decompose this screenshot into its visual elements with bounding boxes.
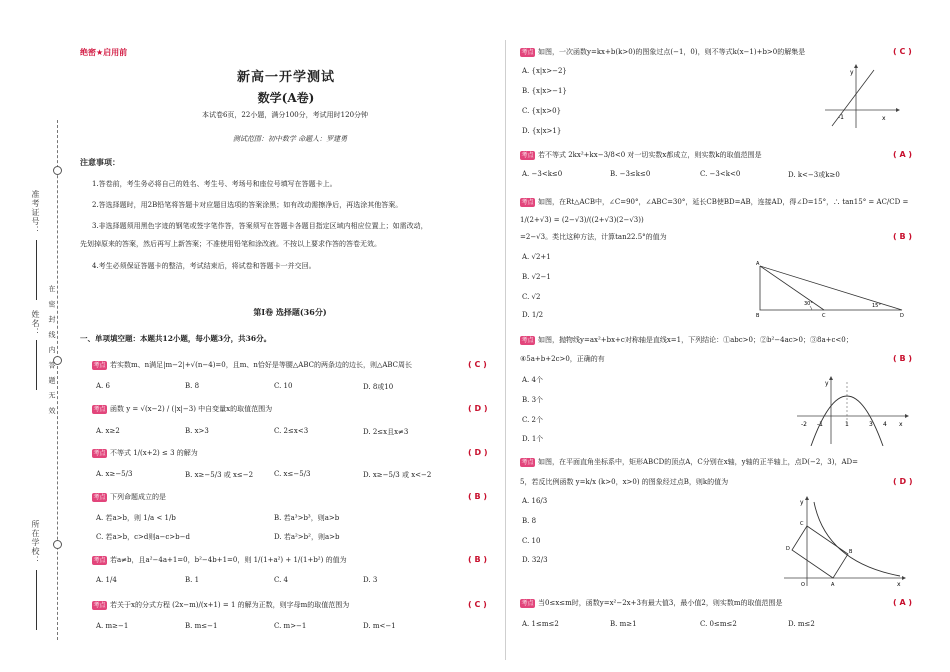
question-text: 如图，抛物线y=ax²+bx+c对称轴是直线x=1，下列结论：①abc>0；②b²−4ac>0；③8a+c<0； — [538, 336, 853, 344]
exam-subtitle: 数学(A卷) — [257, 91, 315, 105]
option: B. m≤−1 — [185, 622, 218, 630]
question — [92, 600, 492, 618]
question-text: 若不等式 2kx²+kx−3/8<0 对一切实数x都成立，则实数k的取值范围是 — [538, 151, 762, 159]
vertex-label: C — [800, 521, 804, 527]
option: B. √2−1 — [522, 273, 551, 281]
option: D. x≥−5/3 或 x<−2 — [363, 471, 432, 479]
option: D. 8或10 — [363, 383, 394, 391]
question-tag: 考点3 — [93, 449, 106, 466]
option: B. 8 — [185, 382, 200, 390]
axis-label: x — [897, 581, 901, 588]
option: B. x≥−5/3 或 x≤−2 — [185, 471, 254, 479]
option: A. 4个 — [522, 376, 543, 384]
option: B. 若a³>b³，则a>b — [274, 514, 340, 522]
vertex-label: B — [849, 549, 853, 555]
question-text: 如图，在Rt△ACB中，∠C=90°，∠ABC=30°，延长CB使BD=AB，连接AD，得∠D=15°，∴ tan15° = AC/CD = 1/(2+√3) = (2−√3)/((2+√3)(2−√3)) — [520, 198, 909, 224]
question-tag: 考点11 — [521, 458, 534, 475]
school-line — [36, 570, 37, 630]
question-tag: 考点8 — [521, 151, 534, 168]
option: A. x≥−5/3 — [96, 470, 133, 478]
option: C. {x|x>0} — [522, 107, 562, 115]
option: A. 若a>b，则 1/a < 1/b — [96, 514, 176, 522]
part-title: 第Ⅰ卷 选择题(36分) — [253, 307, 327, 317]
question-text: 若实数m、n满足|m−2|+√(n−4)=0，且m、n恰好是等腰△ABC的两条边的边长，则△ABC周长 — [110, 361, 413, 369]
option: A. {x|x>−2} — [522, 67, 567, 75]
option: D. 1/2 — [522, 311, 544, 319]
option: A. 1/4 — [96, 576, 117, 584]
question-text: 不等式 1/(x+2) ≤ 3 的解为 — [110, 449, 198, 457]
question-text: 若a≠b，且a²−4a+1=0，b²−4b+1=0，则 1/(1+a²) + 1/(1+b²) 的值为 — [110, 556, 347, 564]
exam-scope: 测试范围：初中数学 命题人：罗建勇 — [232, 135, 348, 143]
question — [92, 360, 492, 378]
option: C. √2 — [522, 293, 541, 301]
answer: ( D ) — [468, 404, 488, 413]
option: C. 2≤x<3 — [274, 427, 309, 435]
vertex-label: A — [831, 582, 835, 588]
option: A. −3<k≤0 — [522, 170, 563, 178]
option: A. m≥−1 — [96, 622, 129, 630]
option: A. x≥2 — [96, 427, 120, 435]
axis-label: x — [882, 115, 886, 122]
option: C. 若a>b，c>d则a−c>b−d — [96, 533, 190, 541]
notice-title: 注意事项： — [80, 158, 120, 167]
tick-label: -1 — [817, 421, 823, 428]
option: D. 3 — [363, 576, 378, 584]
vertex-label: D — [900, 313, 904, 318]
tick-label: -2 — [801, 421, 807, 428]
answer: ( C ) — [468, 360, 487, 369]
option: B. 3个 — [522, 396, 544, 404]
tick-label: 4 — [883, 421, 887, 428]
notice-item: 3.非选择题须用黑色字迹的钢笔或签字笔作答，答案须写在答题卡各题目指定区域内相应位置上；如需改动， — [92, 222, 428, 230]
question-text: 函数 y = √(x−2) / (|x|−3) 中自变量x的取值范围为 — [110, 405, 273, 413]
answer: ( A ) — [893, 150, 913, 159]
school-label: 所在学校： — [31, 520, 40, 565]
question-tag: 考点1 — [93, 361, 106, 378]
question-tag: 考点12 — [521, 599, 534, 616]
answer: ( C ) — [893, 47, 912, 56]
question-text-cont: 5，若反比例函数 y=k/x (k>0，x>0) 的图象经过点B，则k的值为 — [520, 478, 729, 486]
axis-label: y — [850, 69, 854, 76]
option: B. {x|x>−1} — [522, 87, 567, 95]
angle-label: 30° — [804, 301, 813, 307]
notice-item: 先划掉原来的答案，然后再写上新答案；不准使用铅笔和涂改液。不按以上要求作答的答卷无效。 — [80, 240, 381, 248]
axis-label: x — [899, 421, 903, 428]
tick-label: 3 — [869, 421, 873, 428]
binding-strip — [0, 0, 70, 672]
binding-hole — [53, 166, 62, 175]
answer: ( B ) — [893, 232, 912, 241]
question-tag: 考点4 — [93, 493, 106, 510]
question-text: 如图，一次函数y=kx+b(k>0)的图象过点(−1，0)，则不等式k(x−1)+b>0的解集是 — [538, 48, 806, 56]
answer: ( B ) — [893, 354, 912, 363]
name-line — [36, 340, 37, 390]
question-tag: 考点9 — [521, 198, 534, 215]
option: C. 4 — [274, 576, 289, 584]
option: A. 16/3 — [522, 497, 548, 505]
vertex-label: D — [786, 546, 790, 552]
question — [92, 492, 492, 510]
answer: ( C ) — [468, 600, 487, 609]
option: A. 6 — [96, 382, 110, 390]
question-text: 当0≤x≤m时，函数y=x²−2x+3有最大值3，最小值2，则实数m的取值范围是 — [538, 599, 783, 607]
option: D. 2≤x且x≠3 — [363, 428, 409, 436]
option: D. m<−1 — [363, 622, 396, 630]
option: D. 若a²>b²，则a>b — [274, 533, 340, 541]
answer: ( D ) — [893, 477, 913, 486]
question — [520, 335, 920, 353]
question — [520, 47, 890, 65]
option: B. 8 — [522, 517, 537, 525]
option: B. m≥1 — [610, 620, 637, 628]
column-divider — [505, 40, 506, 660]
answer: ( D ) — [468, 448, 488, 457]
option: D. 32/3 — [522, 556, 548, 564]
option: C. 10 — [522, 537, 541, 545]
question-tag: 考点10 — [521, 336, 534, 353]
option: D. 1个 — [522, 435, 544, 443]
question-text: 如图，在平面直角坐标系中，矩形ABCD的顶点A，C分别在x轴，y轴的正半轴上，点D(−2，3)，AD= — [538, 458, 858, 466]
seal-warning: 在 密 封 线 内 答 题 无 效 — [48, 285, 56, 417]
figure-rectangle-hyperbola — [780, 496, 910, 588]
vertex-label: A — [756, 261, 760, 267]
seal-line — [57, 120, 58, 640]
option: A. √2+1 — [522, 253, 551, 261]
exam-title: 新高一开学测试 — [236, 70, 335, 85]
option: C. 10 — [274, 382, 293, 390]
vertex-label: C — [822, 313, 826, 318]
origin-label: O — [801, 582, 805, 588]
exam-no-label: 准考证号： — [31, 190, 40, 235]
option: C. 0≤m≤2 — [700, 620, 737, 628]
point-label: -1 — [838, 114, 844, 121]
answer: ( B ) — [468, 492, 487, 501]
question — [92, 555, 492, 573]
exam-no-line — [36, 240, 37, 300]
question — [520, 193, 920, 229]
question — [520, 150, 920, 168]
figure-parabola — [795, 376, 910, 446]
question-text-cont: =2−√3。类比这种方法，计算tan22.5°的值为 — [520, 233, 667, 241]
notice-item: 1.答卷前，考生务必将自己的姓名、考生号、考场号和座位号填写在答题卡上。 — [92, 180, 337, 188]
section-title: 一、单项填空题：本题共12小题，每小题3分，共36分。 — [80, 334, 272, 343]
question-tag: 考点7 — [521, 48, 534, 65]
question — [92, 404, 492, 422]
axis-label: y — [825, 380, 829, 387]
option: A. 1≤m≤2 — [522, 620, 559, 628]
question-tag: 考点6 — [93, 601, 106, 618]
question-tag: 考点5 — [93, 556, 106, 573]
question — [520, 598, 920, 616]
option: B. x>3 — [185, 427, 209, 435]
angle-label: 15° — [872, 303, 881, 309]
option: B. 1 — [185, 576, 200, 584]
question-text-cont: ④5a+b+2c>0，正确的有 — [520, 355, 605, 363]
option: C. x≤−5/3 — [274, 470, 311, 478]
exam-info: 本试卷6页，22小题，满分100分，考试用时120分钟 — [201, 111, 369, 119]
confidential-mark: 绝密★启用前 — [80, 48, 128, 57]
option: D. m≤2 — [788, 620, 815, 628]
notice-item: 4.考生必须保证答题卡的整洁，考试结束后，将试卷和答题卡一并交回。 — [92, 262, 316, 270]
option: C. −3<k<0 — [700, 170, 741, 178]
binding-hole — [53, 540, 62, 549]
axis-label: y — [800, 499, 804, 506]
option: B. −3≤k≤0 — [610, 170, 651, 178]
figure-triangle — [752, 258, 912, 318]
question-text: 下列命题成立的是 — [110, 493, 166, 501]
answer: ( B ) — [468, 555, 487, 564]
question — [92, 448, 492, 466]
name-label: 姓名： — [31, 310, 40, 337]
question — [520, 457, 920, 475]
figure-linear-function — [820, 64, 900, 130]
question-tag: 考点2 — [93, 405, 106, 422]
vertex-label: B — [756, 313, 760, 318]
notice-item: 2.答选择题时，用2B铅笔将答题卡对应题目选项的答案涂黑；如有改动需擦净后，再选涂其他答案。 — [92, 201, 403, 209]
option: C. m>−1 — [274, 622, 307, 630]
option: D. k<−3或k≥0 — [788, 171, 840, 179]
question-text: 若关于x的分式方程 (2x−m)/(x+1) = 1 的解为正数，则字母m的取值范围为 — [110, 601, 350, 609]
answer: ( A ) — [893, 598, 913, 607]
option: D. {x|x>1} — [522, 127, 562, 135]
tick-label: 1 — [845, 421, 849, 428]
option: C. 2个 — [522, 416, 544, 424]
